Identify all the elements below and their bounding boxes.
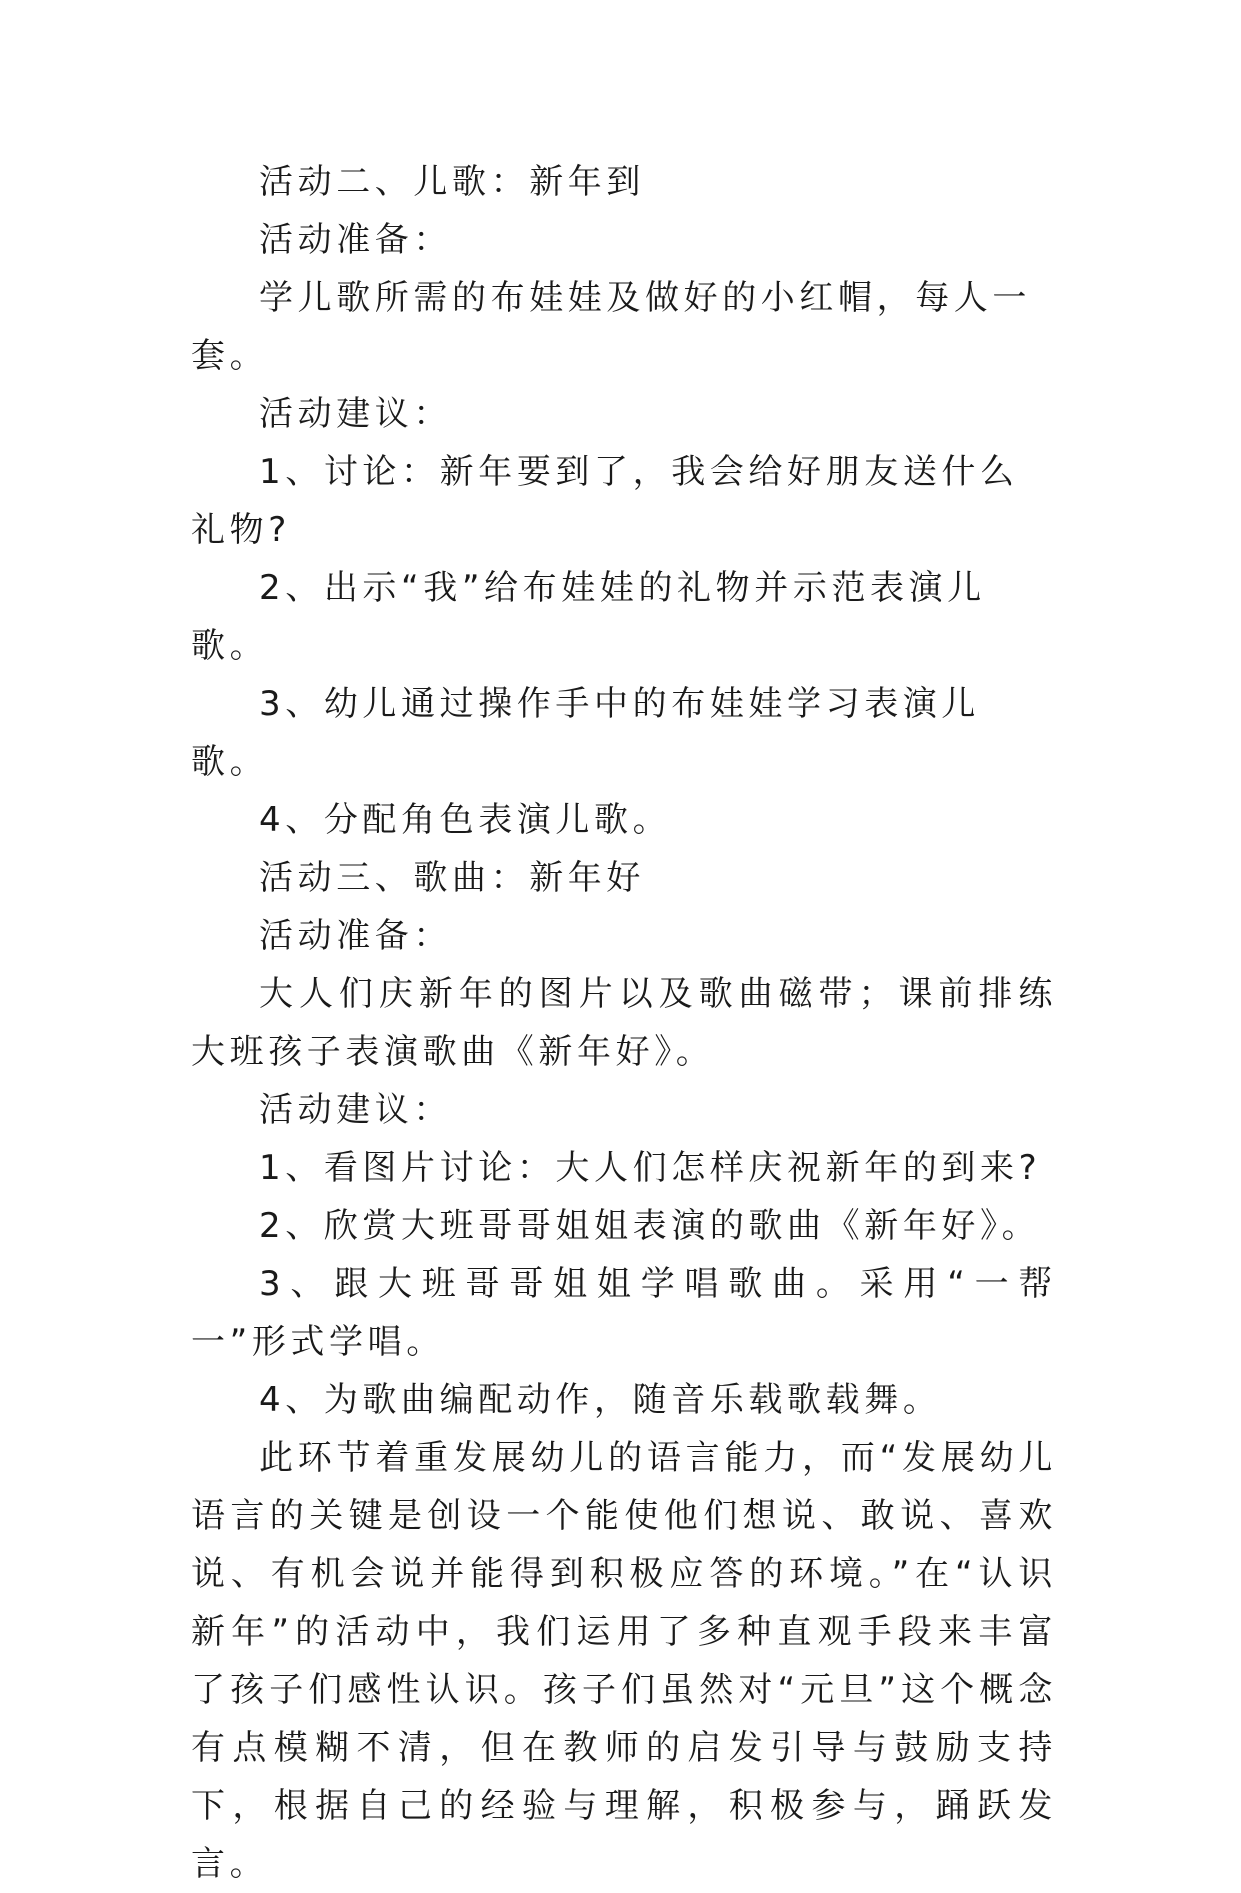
preparation-label: 活动准备： [259,220,452,260]
activity-three-heading: 活动三、歌曲：新年好 [259,858,645,898]
suggestion-item: 1、看图片讨论：大人们怎样庆祝新年的到来? [259,1148,1042,1188]
suggestion-item: 4、为歌曲编配动作，随音乐载歌载舞。 [259,1380,942,1420]
suggestion-item: 1、讨论：新年要到了，我会给好朋友送什么礼物? [191,452,1019,550]
suggestion-label: 活动建议： [259,394,452,434]
suggestion-item: 2、欣赏大班哥哥姐姐表演的歌曲《新年好》。 [259,1206,1041,1246]
suggestion-item: 3、跟大班哥哥姐姐学唱歌曲。采用“一帮一”形式学唱。 [191,1264,1057,1362]
suggestion-item: 4、分配角色表演儿歌。 [259,800,672,840]
suggestion-label: 活动建议： [259,1090,452,1130]
document-body [191,153,1057,1893]
reflection-paragraph: 此环节着重发展幼儿的语言能力，而“发展幼儿语言的关键是创设一个能使他们想说、敢说、喜欢说、有机会说并能得到积极应答的环境。”在“认识新年”的活动中，我们运用了多种直观手段来丰富了孩子们感性认识。孩子们虽然对“元旦”这个概念有点模糊不清，但在教师的启发引导与鼓励支持下，根据自己的经验与理解，积极参与，踊跃发言。 [191,1438,1057,1884]
preparation-text: 学儿歌所需的布娃娃及做好的小红帽，每人一套。 [191,278,1031,376]
preparation-text: 大人们庆新年的图片以及歌曲磁带；课前排练大班孩子表演歌曲《新年好》。 [191,974,1057,1072]
preparation-label: 活动准备： [259,916,452,956]
activity-two-heading: 活动二、儿歌：新年到 [259,162,645,202]
suggestion-item: 2、出示“我”给布娃娃的礼物并示范表演儿歌。 [191,568,986,666]
suggestion-item: 3、幼儿通过操作手中的布娃娃学习表演儿歌。 [191,684,981,782]
